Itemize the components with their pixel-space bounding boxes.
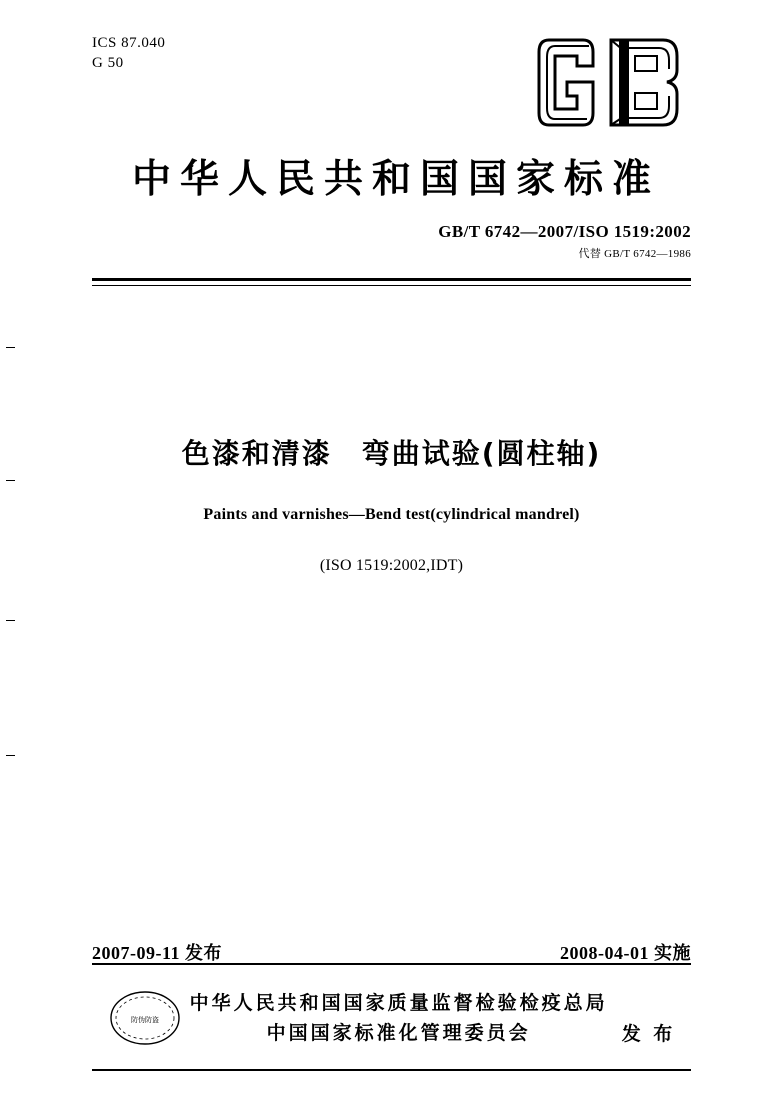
ics-code: ICS 87.040	[92, 35, 166, 51]
issue-date: 2007-09-11 发布	[92, 943, 222, 963]
standard-number: GB/T 6742—2007/ISO 1519:2002	[438, 222, 691, 241]
svg-text:防伪防盗: 防伪防盗	[130, 1016, 159, 1024]
standard-replaces: 代替 GB/T 6742—1986	[578, 248, 691, 260]
official-seal-icon	[108, 989, 182, 1047]
margin-tick	[6, 347, 15, 348]
implementation-date: 2008-04-01 实施	[560, 943, 691, 963]
publisher-line-2: 中国国家标准化管理委员会	[266, 1022, 531, 1044]
margin-tick	[6, 620, 15, 621]
publisher-line-1: 中华人民共和国国家质量监督检验检疫总局	[189, 992, 608, 1014]
document-subject-en: Paints and varnishes—Bend test(cylindrical mandrel)	[203, 506, 580, 523]
gb-emblem-icon	[531, 30, 691, 135]
publisher-names	[190, 988, 608, 1048]
issue-label: 发 布	[621, 1023, 676, 1045]
ics-block	[92, 33, 165, 73]
divider-top-thin	[92, 285, 691, 286]
iso-equivalence-note: (ISO 1519:2002,IDT)	[319, 557, 464, 574]
divider-bottom-lower	[92, 1069, 691, 1071]
page-title: 中华人民共和国国家标准	[131, 157, 660, 202]
publisher-block	[0, 988, 783, 1048]
document-subject-cn: 色漆和清漆 弯曲试验(圆柱轴)	[181, 437, 602, 470]
classification-code: G 50	[92, 55, 124, 71]
margin-tick	[6, 755, 15, 756]
divider-top-thick	[92, 278, 691, 281]
margin-tick	[6, 480, 15, 481]
